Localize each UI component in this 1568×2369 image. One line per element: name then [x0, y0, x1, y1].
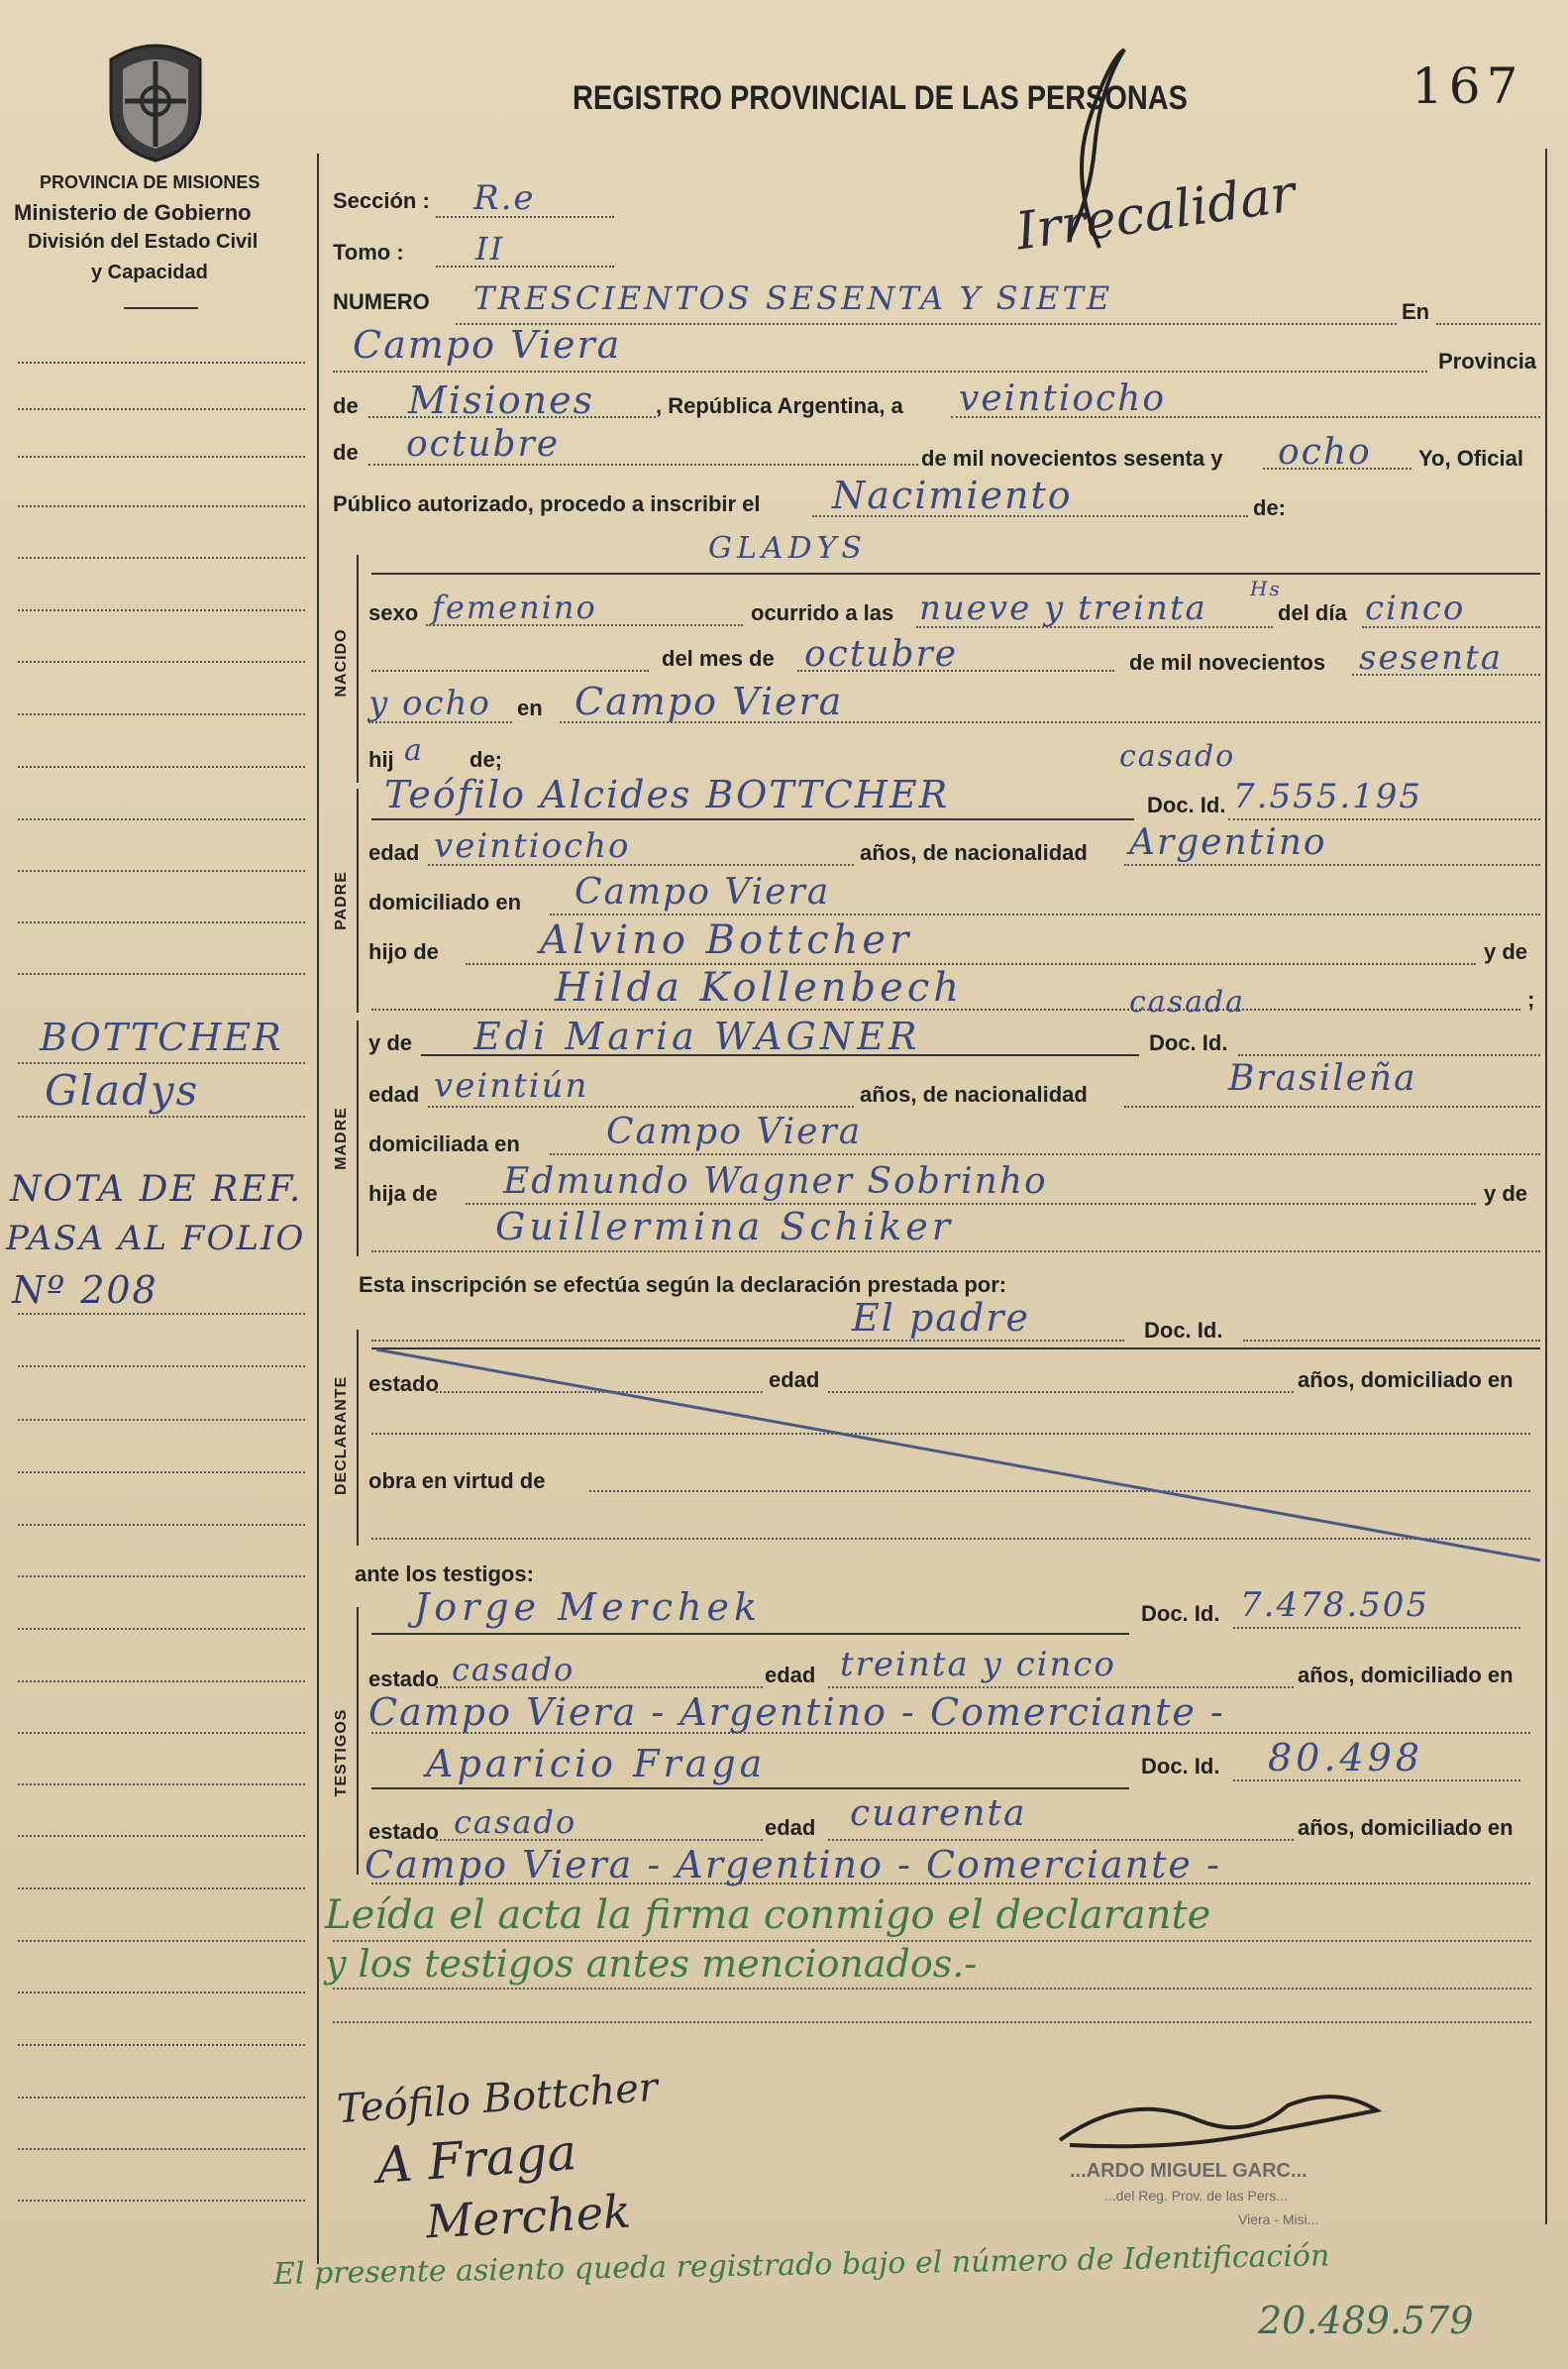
declarante-strike-line-icon	[376, 1347, 1545, 1565]
de-mil-label: de mil novecientos	[1129, 650, 1326, 675]
de-label-2: de	[333, 440, 359, 465]
padre-frame-line	[357, 789, 359, 1013]
padre-side-label: PADRE	[333, 871, 350, 930]
madre-nombre-value: Edi Maria WAGNER	[473, 1015, 921, 1058]
testigo2-edad-value: cuarenta	[850, 1793, 1027, 1834]
testigo1-edad-value: treinta y cinco	[840, 1645, 1116, 1684]
hora-line	[916, 626, 1273, 628]
padre-estado-value: casado	[1119, 739, 1236, 774]
testigo1-doc-value: 7.478.505	[1240, 1585, 1430, 1625]
padre-nac-label: años, de nacionalidad	[860, 840, 1088, 865]
declarante-doc-label: Doc. Id.	[1144, 1318, 1223, 1343]
madre-edad-label: edad	[368, 1082, 420, 1107]
signature-padre: Teófilo Bottcher	[335, 2064, 660, 2133]
padre-padre-value: Alvino Bottcher	[540, 917, 913, 963]
testigo1-estado-label: estado	[368, 1667, 439, 1691]
testigo2-estado-value: casado	[454, 1803, 577, 1841]
padre-dom-value: Campo Viera	[575, 872, 831, 913]
semicolon-label: ;	[1527, 987, 1535, 1012]
identification-number: 20.489.579	[1258, 2299, 1474, 2342]
anio-value-2: y ocho	[368, 684, 491, 723]
testigo2-edad-label: edad	[765, 1815, 816, 1840]
numero-label: NUMERO	[333, 289, 430, 314]
acto-line	[812, 515, 1248, 517]
testigo1-doc-label: Doc. Id.	[1141, 1601, 1220, 1626]
nacido-frame-line	[357, 555, 359, 783]
declarante-side-label: DECLARANTE	[333, 1375, 350, 1495]
testigo2-anos-label: años, domiciliado en	[1298, 1815, 1514, 1840]
stamp-line-2: ...del Reg. Prov. de las Pers...	[1104, 2188, 1288, 2204]
left-frame-line	[317, 154, 319, 2264]
testigo2-nombre-rule	[371, 1787, 1129, 1789]
closing-text-2: y los testigos antes mencionados.-	[325, 1942, 978, 1986]
nacido-side-label: NACIDO	[333, 628, 350, 698]
signature-flourish-icon	[1030, 30, 1139, 258]
testigo1-estado-line	[436, 1686, 763, 1688]
madre-frame-line	[357, 1021, 359, 1256]
madre-dom-label: domiciliada en	[368, 1131, 520, 1156]
official-signature: Irrecalidar	[1012, 163, 1300, 263]
madre-nombre-rule	[421, 1054, 1139, 1056]
madre-nac-line	[1124, 1106, 1540, 1108]
testigo1-nombre-value: Jorge Merchek	[414, 1585, 763, 1629]
mes-acta-line	[368, 464, 918, 466]
padre-dom-line	[550, 914, 1540, 915]
mes-value: octubre	[804, 634, 959, 675]
de-colon-label: de:	[1253, 495, 1286, 520]
padre-dom-label: domiciliado en	[368, 890, 522, 915]
padre-nombre-rule	[371, 818, 1134, 820]
declaracion-label: Esta inscripción se efectúa según la declaración prestada por:	[359, 1272, 1007, 1297]
padre-nombre-value: Teófilo Alcides BOTTCHER	[384, 773, 950, 816]
margin-note-3: Nº 208	[12, 1268, 158, 1312]
declarante-estado-label: estado	[368, 1371, 439, 1396]
provincia-label: Provincia	[1438, 349, 1537, 374]
declarante-doc-line	[1243, 1340, 1540, 1342]
republica-label: , República Argentina, a	[656, 393, 903, 418]
madre-dom-value: Campo Viera	[606, 1112, 863, 1152]
acto-value: Nacimiento	[832, 474, 1073, 517]
y-de-label-2: y de	[368, 1030, 413, 1055]
dia-acta-line	[951, 416, 1540, 418]
localidad-value: Campo Viera	[353, 323, 622, 367]
madre-nac-value: Brasileña	[1228, 1058, 1417, 1099]
mes-line	[797, 670, 1114, 672]
madre-doc-line	[1238, 1054, 1540, 1056]
official-signature-scribble-icon	[1050, 2081, 1446, 2160]
declarante-edad-label: edad	[769, 1367, 820, 1392]
testigo2-dom-line	[371, 1883, 1530, 1884]
seccion-value: R.e	[473, 178, 536, 218]
margin-surname: BOTTCHER	[40, 1016, 283, 1059]
padre-doc-line	[1228, 818, 1540, 820]
padre-madre-line	[371, 1009, 1520, 1011]
nombre-value: GLADYS	[708, 531, 867, 566]
testigo2-dom-value: Campo Viera - Argentino - Comerciante -	[365, 1843, 1221, 1886]
padre-doc-label: Doc. Id.	[1147, 793, 1226, 817]
lugar-value: Campo Viera	[575, 680, 844, 723]
testigo2-doc-line	[1233, 1779, 1520, 1781]
testigo1-doc-line	[1233, 1627, 1520, 1629]
dia-value: cinco	[1365, 589, 1466, 628]
blank-line-1	[371, 670, 649, 672]
madre-edad-value: veintiún	[434, 1066, 589, 1106]
declarante-anos-label: años, domiciliado en	[1298, 1367, 1514, 1392]
ante-testigos-label: ante los testigos:	[355, 1561, 534, 1586]
sexo-label: sexo	[368, 600, 419, 625]
seccion-line	[436, 216, 614, 218]
testigos-side-label: TESTIGOS	[333, 1708, 350, 1797]
closing-text-1: Leída el acta la firma conmigo el declarante	[325, 1892, 1211, 1938]
right-frame-line	[1545, 149, 1547, 2224]
anio-line-2	[368, 721, 512, 723]
publico-label: Público autorizado, procedo a inscribir el	[333, 491, 761, 516]
padre-nac-line	[1124, 864, 1540, 866]
signature-fraga: A Fraga	[374, 2123, 579, 2195]
del-dia-label: del día	[1278, 600, 1347, 625]
hija-suffix-value: a	[404, 733, 424, 768]
padre-edad-label: edad	[368, 840, 420, 865]
anio-acta-line	[1263, 468, 1411, 470]
testigo1-edad-line	[828, 1686, 1294, 1688]
testigo2-edad-line	[828, 1839, 1294, 1841]
sexo-value: femenino	[432, 589, 597, 626]
testigo1-anos-label: años, domiciliado en	[1298, 1663, 1514, 1687]
padre-doc-value: 7.555.195	[1233, 777, 1423, 816]
madre-doc-label: Doc. Id.	[1149, 1030, 1228, 1055]
de-label-1: de	[333, 393, 359, 418]
hora-value: nueve y treinta	[919, 589, 1207, 628]
madre-estado-value: casada	[1129, 985, 1246, 1020]
lugar-line	[560, 721, 1540, 723]
provincia-line	[368, 416, 656, 418]
localidad-line	[333, 371, 1427, 373]
testigo2-doc-value: 80.498	[1268, 1736, 1423, 1779]
madre-padre-value: Edmundo Wagner Sobrinho	[503, 1161, 1048, 1202]
testigo1-dom-value: Campo Viera - Argentino - Comerciante -	[368, 1690, 1225, 1734]
obra-label: obra en virtud de	[368, 1468, 546, 1493]
declarante-value: El padre	[852, 1296, 1030, 1340]
en-label: En	[1402, 299, 1430, 324]
mes-acta-value: octubre	[406, 424, 561, 465]
testigo2-doc-label: Doc. Id.	[1141, 1754, 1220, 1778]
declarante-line	[371, 1340, 1124, 1342]
testigo2-nombre-value: Aparicio Fraga	[426, 1742, 767, 1785]
testigo2-estado-line	[436, 1839, 763, 1841]
closing-line-3	[333, 2021, 1531, 2023]
provincia-value: Misiones	[408, 378, 595, 422]
padre-edad-line	[428, 864, 854, 866]
y-de-label-1: y de	[1484, 939, 1528, 964]
dia-acta-value: veintiocho	[959, 378, 1167, 419]
madre-madre-line	[371, 1250, 1540, 1252]
testigo1-nombre-rule	[371, 1633, 1129, 1635]
hija-de-label: hija de	[368, 1181, 438, 1206]
province-label: PROVINCIA DE MISIONES	[40, 172, 261, 192]
testigo1-estado-value: casado	[452, 1651, 575, 1688]
testigos-frame-line	[357, 1607, 359, 1875]
madre-edad-line	[428, 1106, 854, 1108]
testigo1-dom-line	[371, 1732, 1530, 1734]
en-lower-label: en	[517, 696, 543, 720]
tomo-value: II	[475, 230, 505, 268]
padre-edad-value: veintiocho	[434, 826, 631, 866]
madre-dom-line	[550, 1153, 1540, 1155]
testigo2-estado-label: estado	[368, 1819, 439, 1844]
nombre-rule	[371, 573, 1540, 575]
stamp-line-1: ...ARDO MIGUEL GARC...	[1070, 2160, 1307, 2182]
yo-oficial-label: Yo, Oficial	[1418, 446, 1523, 471]
testigo1-edad-label: edad	[765, 1663, 816, 1687]
sexo-line	[426, 624, 743, 626]
coat-of-arms-seal-icon	[101, 40, 210, 163]
margin-note-2: PASA AL FOLIO	[6, 1219, 306, 1258]
del-mes-label: del mes de	[662, 646, 775, 671]
folio-number: 167	[1411, 57, 1524, 115]
madre-madre-value: Guillermina Schiker	[495, 1205, 954, 1248]
capacity-label: y Capacidad	[91, 262, 208, 283]
margin-given-name: Gladys	[45, 1066, 200, 1115]
y-de-label-3: y de	[1484, 1181, 1528, 1206]
document-title: REGISTRO PROVINCIAL DE LAS PERSONAS	[573, 79, 1188, 117]
padre-madre-value: Hilda Kollenbech	[555, 965, 963, 1011]
hijo-de-label: hijo de	[368, 939, 439, 964]
stamp-line-3: Viera - Misi...	[1238, 2211, 1319, 2227]
ocurrido-label: ocurrido a las	[751, 600, 894, 625]
numero-value: TRESCIENTOS SESENTA Y SIETE	[473, 279, 1113, 317]
hora-sup-value: Hs	[1250, 577, 1282, 600]
left-header-rule	[124, 307, 198, 309]
en-line	[1436, 323, 1540, 325]
closing-line-2	[333, 1988, 1531, 1990]
anio-value-1: sesenta	[1359, 638, 1503, 678]
anio-acta-value: ocho	[1278, 432, 1372, 473]
de-semicolon-label: de;	[470, 747, 502, 772]
margin-note-1: NOTA DE REF.	[10, 1169, 303, 1210]
declarante-frame-line	[357, 1330, 359, 1546]
madre-nac-label: años, de nacionalidad	[860, 1082, 1088, 1107]
dia-line	[1362, 626, 1540, 628]
seccion-label: Sección :	[333, 188, 430, 213]
division-label: División del Estado Civil	[28, 231, 259, 253]
padre-nac-value: Argentino	[1129, 822, 1327, 863]
hija-label: hij	[368, 747, 394, 772]
madre-side-label: MADRE	[333, 1107, 350, 1170]
tomo-line	[436, 266, 614, 268]
signature-merchek: Merchek	[424, 2184, 633, 2249]
ministry-label: Ministerio de Gobierno	[14, 200, 252, 225]
final-note: El presente asiento queda registrado bajo el número de Identificación	[272, 2238, 1330, 2292]
anio-line-1	[1352, 674, 1540, 676]
tomo-label: Tomo :	[333, 240, 404, 265]
mil-sesenta-label: de mil novecientos sesenta y	[921, 446, 1223, 471]
